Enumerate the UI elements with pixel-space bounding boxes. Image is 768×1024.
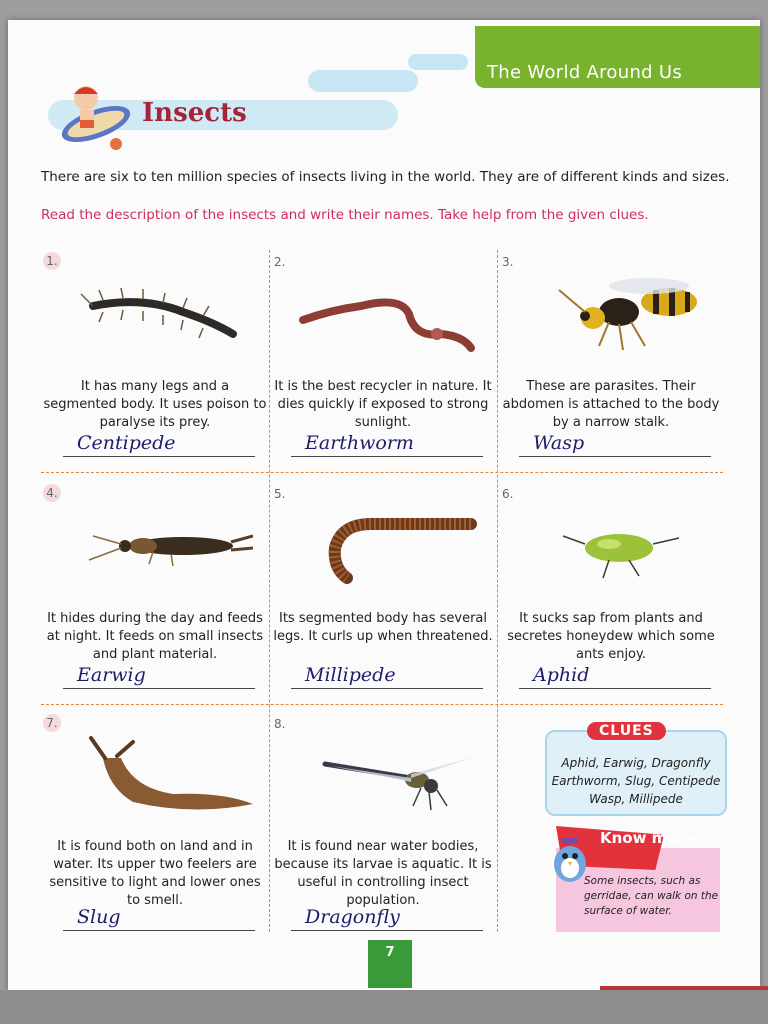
insect-description: It is the best recycler in nature. It dies quickly if exposed to strong sunlight. bbox=[274, 379, 492, 430]
answer-field[interactable]: Wasp bbox=[519, 432, 711, 457]
answer-field[interactable]: Millipede bbox=[291, 664, 483, 689]
insect-description: It sucks sap from plants and secretes honeydew which some ants enjoy. bbox=[507, 611, 715, 662]
clues-box bbox=[545, 723, 727, 816]
answer-field[interactable]: Dragonfly bbox=[291, 906, 483, 931]
insect-card bbox=[271, 710, 495, 938]
surfer-boy-icon bbox=[56, 74, 136, 154]
aphid-image bbox=[519, 498, 709, 588]
earthworm-image bbox=[291, 266, 481, 356]
insect-card bbox=[271, 248, 495, 476]
item-number: 3. bbox=[502, 255, 514, 269]
know-more-box bbox=[556, 829, 720, 932]
slug-image bbox=[63, 728, 253, 818]
insect-card bbox=[43, 248, 267, 476]
item-number: 7. bbox=[43, 714, 61, 732]
millipede-image bbox=[291, 498, 481, 588]
answer-field[interactable]: Slug bbox=[63, 906, 255, 931]
decor-cloud bbox=[308, 70, 418, 92]
intro-text: There are six to ten million species of insects living in the world. They are of different kinds and sizes. bbox=[41, 169, 730, 185]
section-title: The World Around Us bbox=[487, 62, 683, 83]
item-number: 1. bbox=[43, 252, 61, 270]
dragonfly-image bbox=[291, 728, 481, 818]
item-number: 6. bbox=[502, 487, 514, 501]
insect-card bbox=[499, 480, 723, 708]
answer-field[interactable]: Aphid bbox=[519, 664, 711, 689]
item-number: 2. bbox=[274, 255, 286, 269]
insect-description: It has many legs and a segmented body. It uses poison to paralyse its prey. bbox=[43, 379, 267, 430]
section-banner bbox=[475, 26, 760, 88]
insect-description: It hides during the day and feeds at night. It feeds on small insects and plant material. bbox=[46, 611, 264, 662]
centipede-image bbox=[63, 266, 253, 356]
insect-description: It is found near water bodies, because its larvae is aquatic. It is useful in controlling insect population. bbox=[274, 839, 492, 908]
insect-description: It is found both on land and in water. Its upper two feelers are sensitive to light and lower ones to smell. bbox=[49, 839, 261, 908]
item-number: 8. bbox=[274, 717, 286, 731]
decor-cloud bbox=[408, 54, 468, 70]
insect-card bbox=[43, 710, 267, 938]
wasp-image bbox=[519, 266, 709, 356]
insect-description: Its segmented body has several legs. It curls up when threatened. bbox=[273, 611, 493, 644]
insect-card bbox=[271, 480, 495, 708]
clues-title: CLUES bbox=[587, 722, 666, 740]
insect-card bbox=[43, 480, 267, 708]
answer-field[interactable]: Centipede bbox=[63, 432, 255, 457]
answer-field[interactable]: Earwig bbox=[63, 664, 255, 689]
page-number: 7 bbox=[368, 940, 412, 988]
page-title: Insects bbox=[142, 98, 247, 128]
grid-divider bbox=[497, 250, 498, 932]
know-more-title: Know more bbox=[600, 829, 696, 847]
insect-description: These are parasites. Their abdomen is attached to the body by a narrow stalk. bbox=[502, 379, 720, 430]
item-number: 4. bbox=[43, 484, 61, 502]
page-edge bbox=[0, 990, 768, 1024]
grid-divider bbox=[269, 250, 270, 932]
clues-list: Aphid, Earwig, Dragonfly Earthworm, Slug, Centipede Wasp, Millipede bbox=[551, 756, 721, 806]
earwig-image bbox=[63, 498, 253, 588]
item-number: 5. bbox=[274, 487, 286, 501]
textbook-page bbox=[8, 20, 760, 990]
insect-card bbox=[499, 248, 723, 476]
answer-field[interactable]: Earthworm bbox=[291, 432, 483, 457]
know-more-text: Some insects, such as gerridae, can walk on the surface of water. bbox=[584, 875, 719, 917]
instruction-text: Read the description of the insects and write their names. Take help from the given clues. bbox=[41, 207, 649, 223]
